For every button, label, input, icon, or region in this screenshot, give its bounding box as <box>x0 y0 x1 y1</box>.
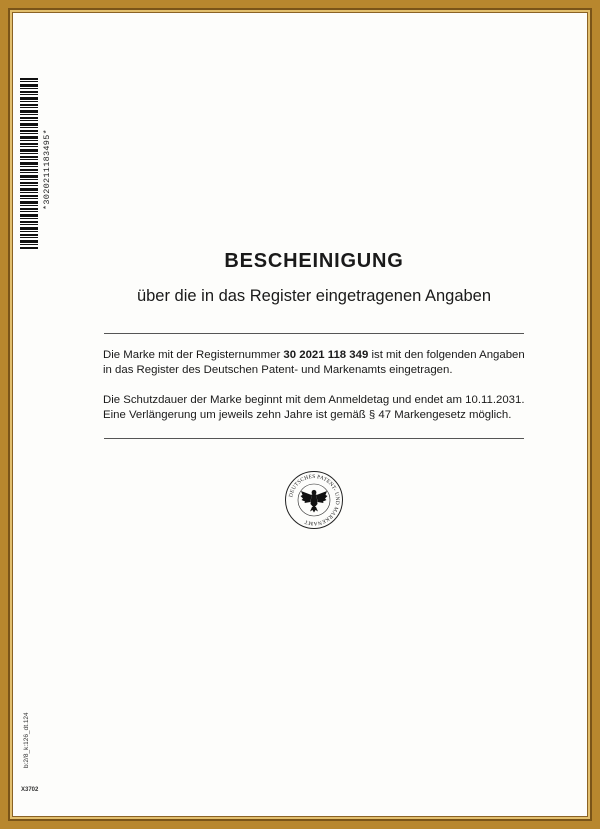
federal-eagle-seal-icon <box>284 470 344 530</box>
form-code: X3702 <box>21 787 39 793</box>
paragraph-outro: ist mit den folgenden Angaben in das Register des Deutschen Patent- und Markenamts eingetragen. <box>103 349 525 376</box>
side-code: b:2/8_k:126_dt.124 <box>23 712 30 768</box>
registration-paragraph <box>103 348 533 378</box>
barcode-number: *3020211183495* <box>42 128 52 210</box>
protection-line-2: Eine Verlängerung um jeweils zehn Jahre ist gemäß § 47 Markengesetz möglich. <box>103 409 512 421</box>
protection-line-1: Die Schutzdauer der Marke beginnt mit dem Anmeldetag und endet am 10.11.2031. <box>103 394 525 406</box>
barcode <box>20 78 38 250</box>
register-number: 30 2021 118 349 <box>283 349 369 361</box>
protection-paragraph <box>103 393 533 423</box>
certificate-subtitle: über die in das Register eingetragenen Angaben <box>136 287 492 305</box>
top-divider <box>104 333 524 334</box>
seal-text: DEUTSCHES PATENT- UND MARKENAMT <box>288 473 341 527</box>
bottom-divider <box>104 438 524 439</box>
certificate-title: BESCHEINIGUNG <box>224 250 404 272</box>
paragraph-intro: Die Marke mit der Registernummer <box>103 349 284 361</box>
